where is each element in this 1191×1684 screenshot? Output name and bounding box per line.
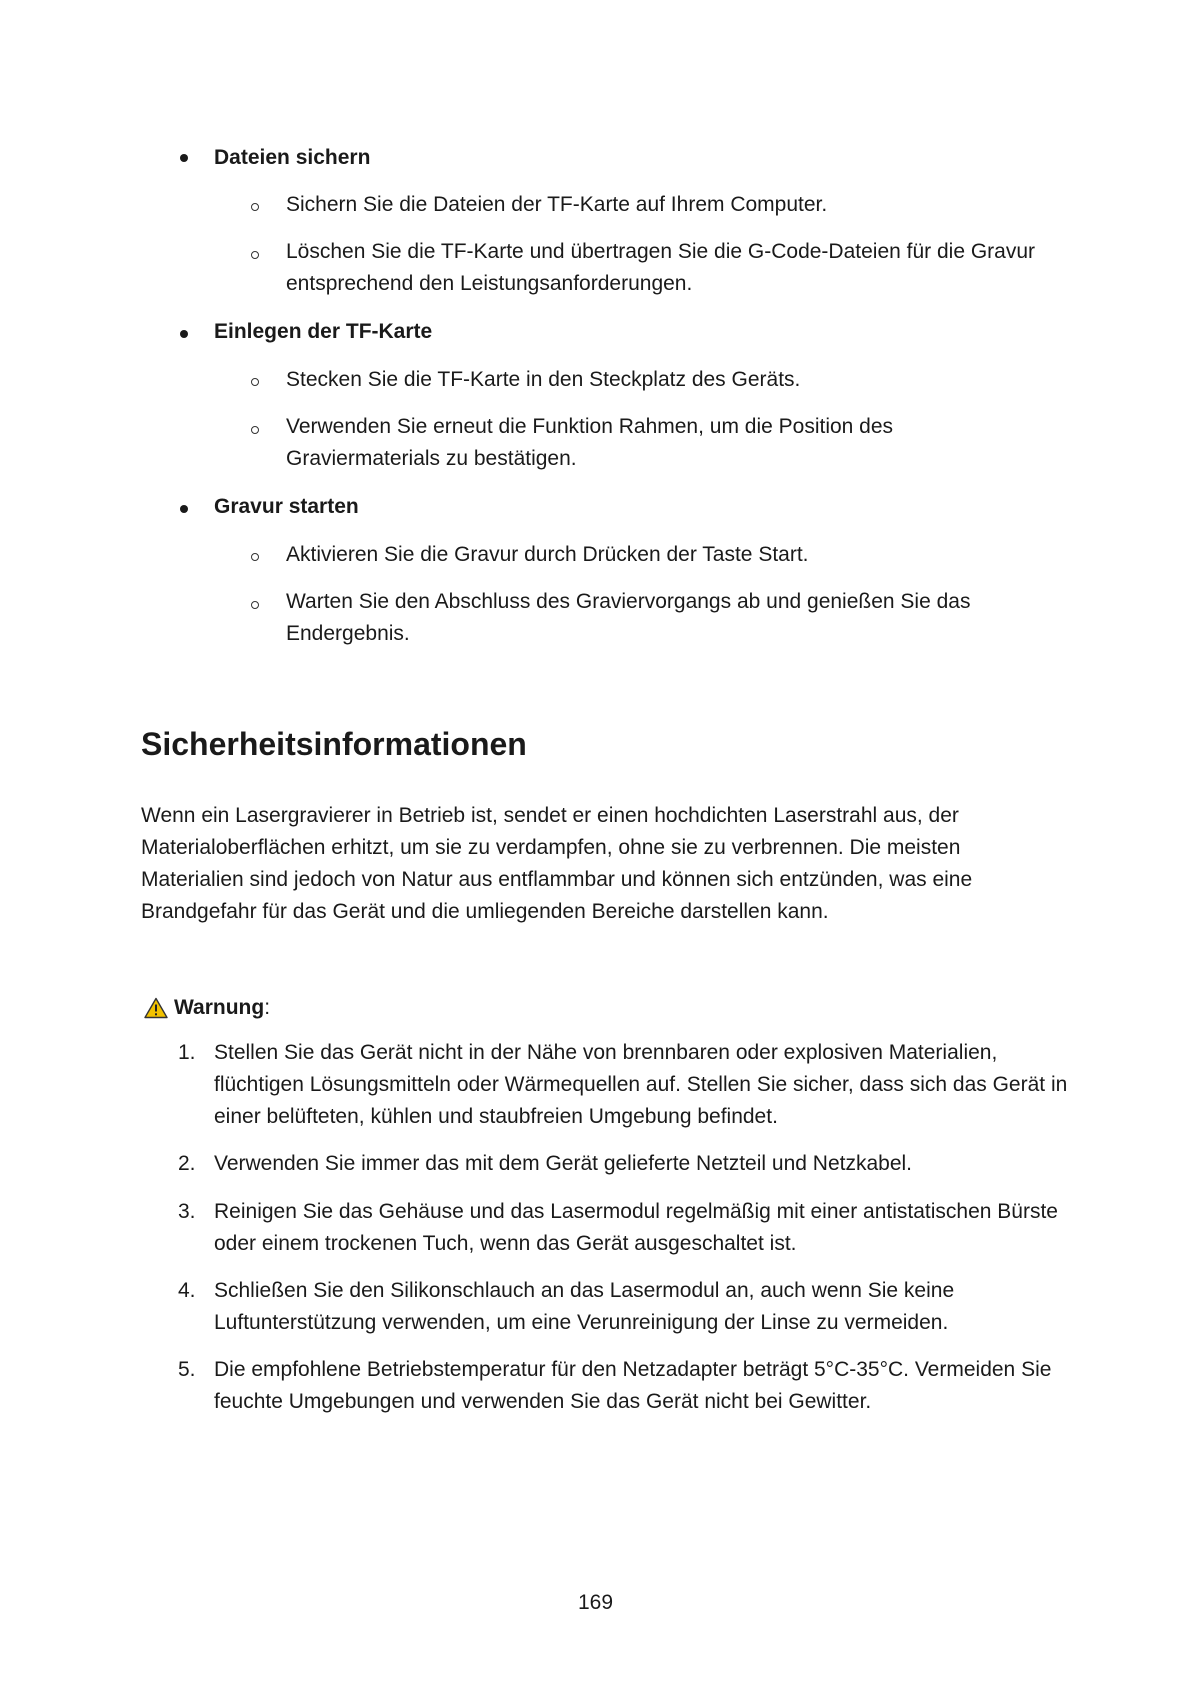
step-heading-backup: Dateien sichern	[214, 146, 371, 169]
list-item: Die empfohlene Betriebstemperatur für den Netzadapter beträgt 5°C-35°C. Vermeiden Sie feuchte Umgebungen und verwenden Sie das Gerät nicht bei Gewitter.	[214, 1358, 1052, 1413]
sub-bullet-icon	[251, 426, 259, 434]
list-item: Stellen Sie das Gerät nicht in der Nähe von brennbaren oder explosiven Materialien, flüchtigen Lösungsmitteln oder Wärmequellen auf. Stellen Sie sicher, dass sich das Gerät in einer belüfteten, kühlen und staubfreien Umgebung befindet.	[214, 1041, 1068, 1128]
step-item: Aktivieren Sie die Gravur durch Drücken der Taste Start.	[286, 543, 809, 566]
step-item: Löschen Sie die TF-Karte und übertragen Sie die G-Code-Dateien für die Gravur entsprechend den Leistungsanforderungen.	[286, 240, 1036, 295]
sub-bullet-icon	[251, 251, 259, 259]
list-number: 4.	[178, 1279, 196, 1302]
bullet-icon	[180, 330, 188, 338]
bullet-icon	[180, 505, 188, 513]
warning-colon: :	[264, 996, 271, 1019]
bullet-icon	[180, 154, 188, 162]
warning-triangle-icon	[144, 997, 168, 1019]
step-heading-start-engraving: Gravur starten	[214, 495, 359, 518]
list-item: Verwenden Sie immer das mit dem Gerät gelieferte Netzteil und Netzkabel.	[214, 1152, 912, 1175]
list-number: 1.	[178, 1041, 196, 1064]
step-item: Sichern Sie die Dateien der TF-Karte auf Ihrem Computer.	[286, 193, 828, 216]
list-number: 2.	[178, 1152, 196, 1175]
step-item: Verwenden Sie erneut die Funktion Rahmen, um die Position des Graviermaterials zu bestätigen.	[286, 415, 894, 470]
step-item: Warten Sie den Abschluss des Graviervorgangs ab und genießen Sie das Endergebnis.	[286, 590, 971, 645]
page-number: 169	[577, 1591, 614, 1614]
list-item: Schließen Sie den Silikonschlauch an das Lasermodul an, auch wenn Sie keine Luftunterstützung verwenden, um eine Verunreinigung der Linse zu vermeiden.	[214, 1279, 955, 1334]
list-number: 5.	[178, 1358, 196, 1381]
sub-bullet-icon	[251, 553, 259, 561]
list-item: Reinigen Sie das Gehäuse und das Lasermodul regelmäßig mit einer antistatischen Bürste oder einem trockenen Tuch, wenn das Gerät ausgeschaltet ist.	[214, 1200, 1058, 1255]
step-heading-insert-card: Einlegen der TF-Karte	[214, 320, 433, 343]
sub-bullet-icon	[251, 601, 259, 609]
step-item: Stecken Sie die TF-Karte in den Steckplatz des Geräts.	[286, 368, 801, 391]
warning-heading	[144, 992, 270, 1024]
safety-intro-paragraph: Wenn ein Lasergravierer in Betrieb ist, sendet er einen hochdichten Laserstrahl aus, der Materialoberflächen erhitzt, um sie zu verdampfen, ohne sie zu verbrennen. Die meisten Materialien sind jedoch von Natur aus entflammbar und können sich entzünden, was eine Brandgefahr für das Gerät und die umliegenden Bereiche darstellen kann.	[141, 804, 973, 923]
sub-bullet-icon	[251, 378, 259, 386]
sub-bullet-icon	[251, 203, 259, 211]
section-title: Sicherheitsinformationen	[141, 726, 527, 762]
warning-label: Warnung	[174, 996, 265, 1019]
list-number: 3.	[178, 1200, 196, 1223]
